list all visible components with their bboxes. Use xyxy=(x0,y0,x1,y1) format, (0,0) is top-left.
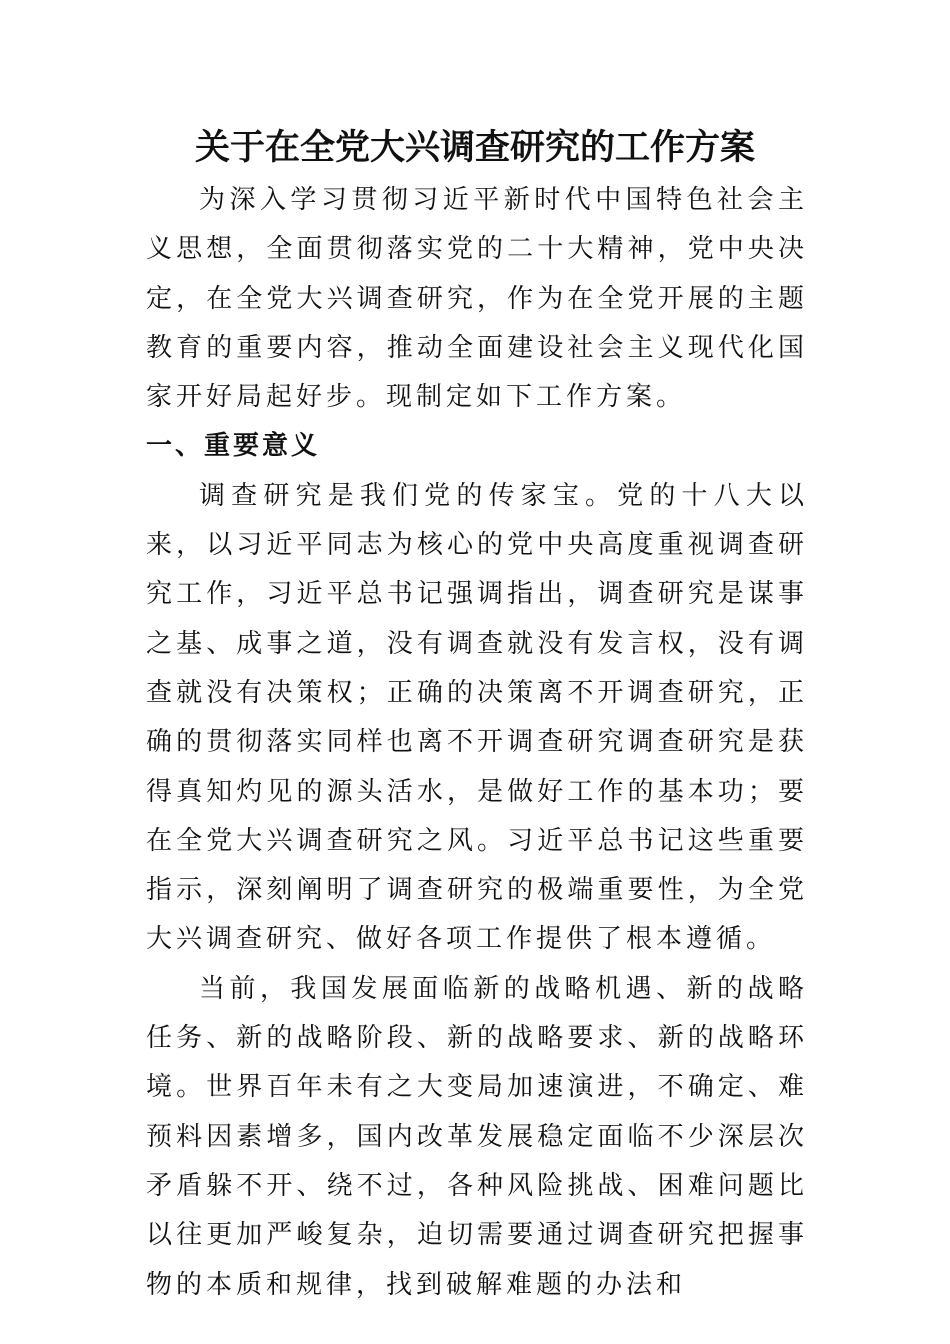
intro-paragraph: 为深入学习贯彻习近平新时代中国特色社会主义思想，全面贯彻落实党的二十大精神，党中央决定，在全党大兴调查研究，作为在全党开展的主题教育的重要内容，推动全面建设社会主义现代化国家开好局起好步。现制定如下工作方案。 xyxy=(146,185,808,413)
document-title: 关于在全党大兴调查研究的工作方案 xyxy=(194,127,755,168)
section-paragraph: 当前，我国发展面临新的战略机遇、新的战略任务、新的战略阶段、新的战略要求、新的战略环境。世界百年未有之大变局加速演进，不确定、难预料因素增多，国内改革发展稳定面临不少深层次矛盾躲不开、绕不过，各种风险挑战、困难问题比以往更加严峻复杂，迫切需要通过调查研究把握事物的本质和规律，找到破解难题的办法和 xyxy=(146,973,808,1300)
section-paragraph: 调查研究是我们党的传家宝。党的十八大以来，以习近平同志为核心的党中央高度重视调查研究工作，习近平总书记强调指出，调查研究是谋事之基、成事之道，没有调查就没有发言权，没有调查就没有决策权；正确的决策离不开调查研究，正确的贯彻落实同样也离不开调查研究调查研究是获得真知灼见的源头活水，是做好工作的基本功；要在全党大兴调查研究之风。习近平总书记这些重要指示，深刻阐明了调查研究的极端重要性，为全党大兴调查研究、做好各项工作提供了根本遵循。 xyxy=(146,480,808,955)
section-heading-importance: 一、重要意义 xyxy=(146,431,321,462)
document-body xyxy=(146,176,808,1310)
